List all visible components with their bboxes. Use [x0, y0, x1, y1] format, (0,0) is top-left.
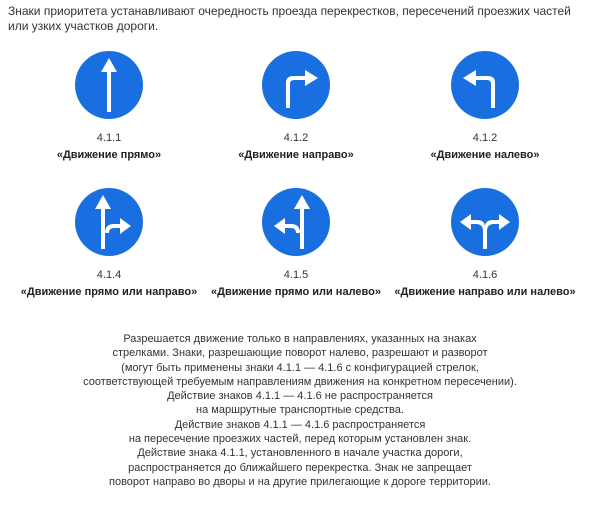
sign-name: «Движение направо или налево» [394, 286, 576, 298]
sign-cell-4-1-6 [385, 187, 585, 299]
description-line: стрелками. Знаки, разрешающие поворот налево, разрешают и разворот [112, 347, 488, 360]
sign-name: «Движение прямо» [56, 149, 162, 161]
sign-code: 4.1.6 [472, 269, 498, 281]
description-line: Действие знака 4.1.1, установленного в начале участка дороги, [137, 447, 463, 460]
arrow-right-icon [261, 50, 331, 120]
sign-code: 4.1.5 [283, 269, 309, 281]
intro-text: Знаки приоритета устанавливают очередность проезда перекрестков, пересечений проезжих частей или узких участков дороги. [8, 4, 571, 33]
sign-code: 4.1.4 [96, 269, 122, 281]
description-line: поворот направо во дворы и на другие прилегающие к дороге территории. [109, 475, 491, 488]
arrow-straight-icon [74, 50, 144, 120]
sign-code: 4.1.1 [96, 132, 122, 144]
sign-cell-4-1-4 [9, 187, 209, 299]
sign-code: 4.1.2 [472, 132, 498, 144]
description-line: на маршрутные транспортные средства. [196, 404, 404, 417]
sign-cell-4-1-2-right [196, 50, 396, 162]
sign-cell-4-1-1 [9, 50, 209, 162]
arrow-left-icon [450, 50, 520, 120]
description-line: на пересечение проезжих частей, перед которым установлен знак. [128, 433, 472, 446]
sign-code: 4.1.2 [283, 132, 309, 144]
arrow-straight-left-icon [261, 187, 331, 257]
description-line: распространяется до ближайшего перекрестка. Знак не запрещает [128, 461, 472, 474]
sign-name: «Движение прямо или направо» [20, 286, 198, 298]
arrow-straight-right-icon [74, 187, 144, 257]
description-line: Действие знаков 4.1.1 — 4.1.6 не распространяется [167, 390, 433, 403]
sign-name: «Движение прямо или налево» [211, 286, 381, 298]
description-line: соответствующей требуемым направлениям движения на конкретном пересечении). [83, 375, 517, 388]
description-line: Разрешается движение только в направлениях, указанных на знаках [123, 333, 477, 345]
sign-cell-4-1-5 [196, 187, 396, 299]
sign-cell-4-1-2-left [385, 50, 585, 162]
arrow-right-left-icon [450, 187, 520, 257]
description-line: (могут быть применены знаки 4.1.1 — 4.1.6 с конфигурацией стрелок, [121, 361, 479, 374]
sign-name: «Движение направо» [238, 149, 354, 161]
description-text [0, 332, 600, 489]
description-line: Действие знаков 4.1.1 — 4.1.6 распространяется [174, 418, 426, 431]
sign-name: «Движение налево» [430, 149, 540, 161]
